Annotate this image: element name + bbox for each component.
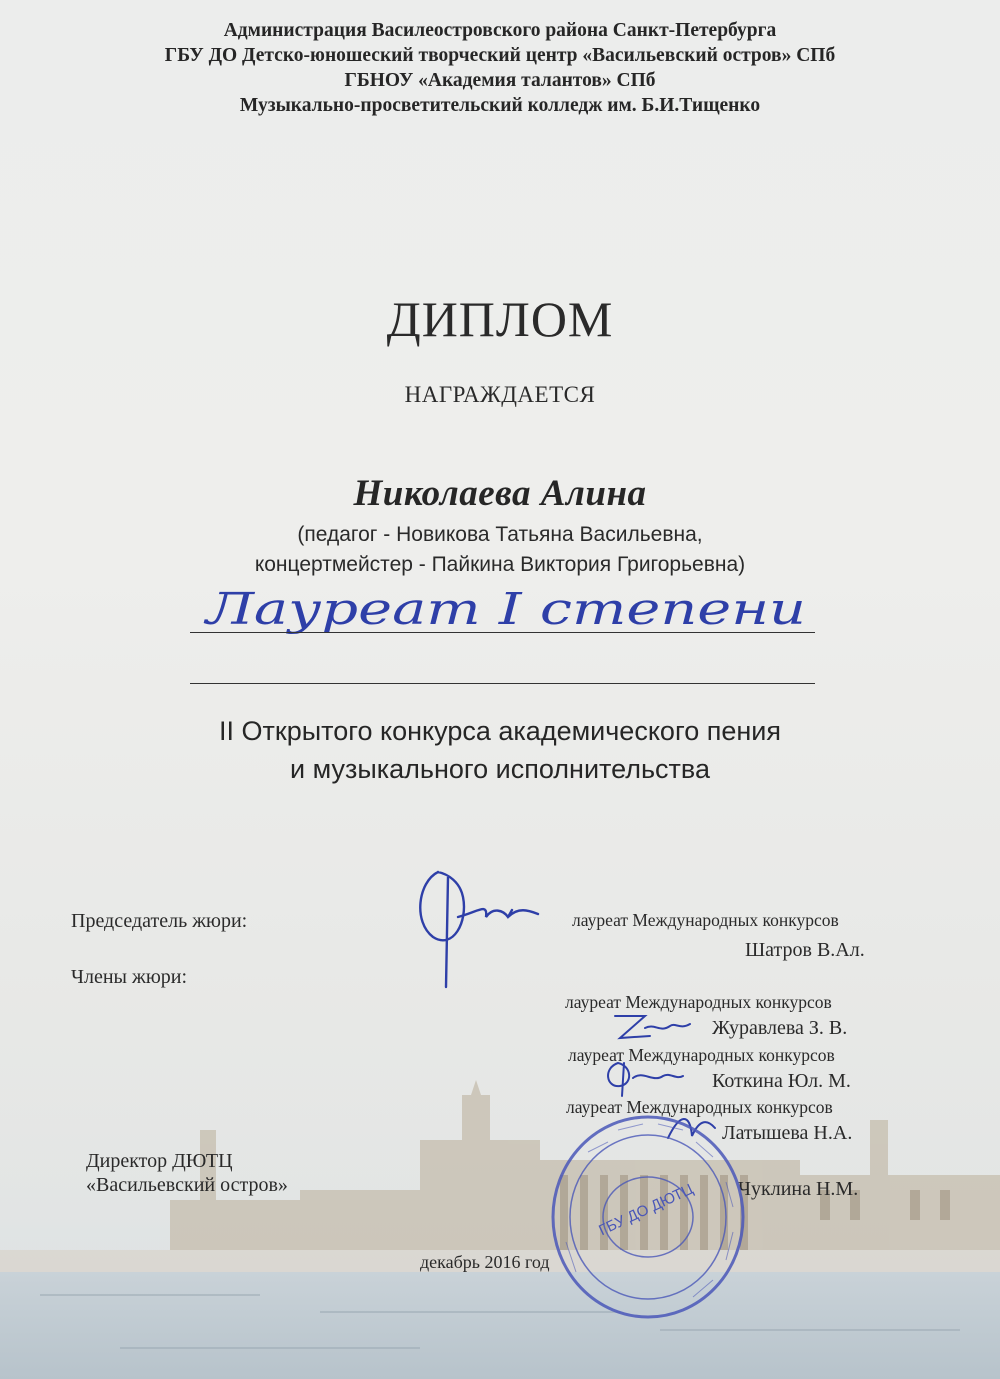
chair-name: Шатров В.Ал. xyxy=(745,939,865,961)
award-handwritten xyxy=(198,580,818,640)
divider-line xyxy=(190,683,815,684)
chair-signature xyxy=(408,862,558,992)
director-org: «Васильевский остров» xyxy=(86,1174,288,1196)
director-name: Чуклина Н.М. xyxy=(738,1178,859,1200)
accompanist-line: концертмейстер - Пайкина Виктория Григорьевна) xyxy=(254,553,746,576)
contest-line: II Открытого конкурса академического пения xyxy=(219,716,781,746)
diploma-title: ДИПЛОМ xyxy=(386,291,614,347)
member-title: лауреат Международных конкурсов xyxy=(568,1045,835,1065)
header-line: ГБУ ДО Детско-юношеский творческий центр «Васильевский остров» СПб xyxy=(164,45,836,66)
member-signature xyxy=(600,1008,700,1048)
member-name: Журавлева З. В. xyxy=(712,1017,848,1039)
divider-line xyxy=(190,632,815,633)
awarded-label: НАГРАЖДАЕТСЯ xyxy=(404,382,596,407)
official-stamp xyxy=(548,1112,748,1322)
award-handwritten-text: Лауреат I степени xyxy=(203,584,806,635)
jury-chair-label: Председатель жюри: xyxy=(71,910,248,932)
header-line: ГБНОУ «Академия талантов» СПб xyxy=(344,70,656,91)
member-title: лауреат Международных конкурсов xyxy=(565,992,832,1012)
header-line: Музыкально-просветительский колледж им. Б.И.Тищенко xyxy=(239,95,761,116)
header-organizations xyxy=(0,18,1000,118)
teachers-info xyxy=(0,520,1000,580)
jury-members-label: Члены жюри: xyxy=(71,966,188,988)
contest-line: и музыкального исполнительства xyxy=(290,754,710,784)
contest-title xyxy=(0,712,1000,788)
chair-title: лауреат Международных конкурсов xyxy=(572,910,839,930)
issue-date: декабрь 2016 год xyxy=(420,1252,550,1272)
recipient-name: Николаева Алина xyxy=(353,473,647,514)
director-title: Директор ДЮТЦ xyxy=(86,1150,233,1172)
stamp-text: ГБУ ДО ДЮТЦ xyxy=(596,1180,696,1240)
teacher-line: (педагог - Новикова Татьяна Васильевна, xyxy=(297,523,703,546)
member-signature xyxy=(598,1058,688,1098)
member-name: Коткина Юл. М. xyxy=(712,1070,851,1092)
header-line: Администрация Василеостровского района Санкт-Петербурга xyxy=(223,20,777,41)
member-title: лауреат Международных конкурсов xyxy=(566,1097,833,1117)
member-name: Латышева Н.А. xyxy=(722,1122,853,1144)
